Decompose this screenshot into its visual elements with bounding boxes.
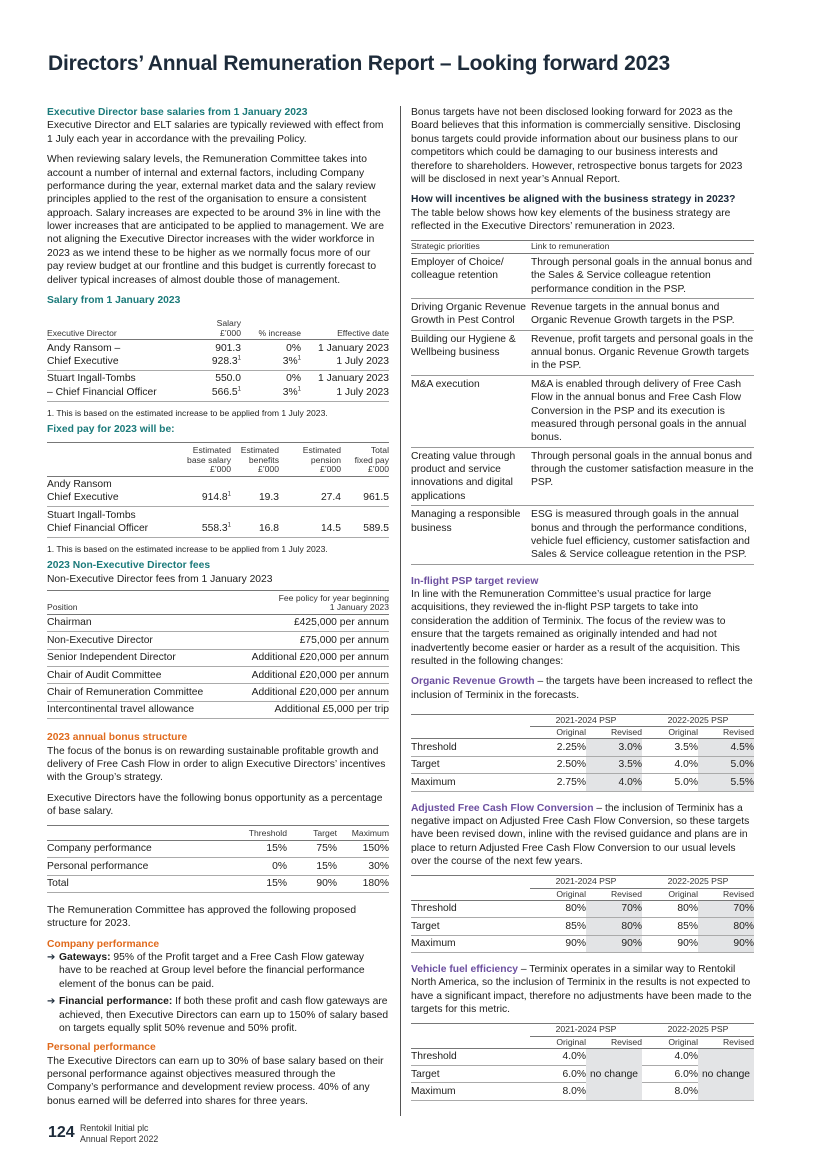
footer-company: Rentokil Initial plc xyxy=(80,1123,149,1133)
ned-col-position: Position xyxy=(47,602,78,613)
org-table: 2021-2024 PSP 2022-2025 PSP Original Revised Original Revised Threshold 2.25% 3.0% 3.5% 4.5% Target 2.50% 3.5% 4.0% 5.0% Maximum 2.75% 4.0% 5.0% 5.5% xyxy=(411,714,754,791)
salary-table-heading: Salary from 1 January 2023 xyxy=(47,294,181,306)
fixed-pay-table xyxy=(47,442,389,538)
afcf-text: – the inclusion of Terminix has a negative impact on Adjusted Free Cash Flow Conversion, so these targets have been revised down, inline with the revised guidance and plans are in place to return Adjusted Free Cash Flow Conversion to our usual levels over the course of the next few years. xyxy=(411,802,750,868)
psp-text: In line with the Remuneration Committee’s usual practice for large acquisitions, they reviewed the in-flight PSP targets to take into consideration the addition of Terminix. The focus of the review was to ensure that the targets remained as originally intended and had not inadvertently become easier or harder as a result of the acquisition. This resulted in the following changes: xyxy=(411,589,740,667)
psp-heading: In-flight PSP target review xyxy=(411,575,539,587)
base-salaries-heading: Executive Director base salaries from 1 January 2023 xyxy=(47,107,308,118)
table-row: Senior Independent Director Additional £20,000 per annum xyxy=(47,649,389,666)
strategy-col-link: Link to remuneration xyxy=(531,241,610,252)
table-row: Intercontinental travel allowance Additional £5,000 per trip xyxy=(47,701,389,718)
page-title: Directors’ Annual Remuneration Report – Looking forward 2023 xyxy=(48,52,671,75)
salary-col-director: Executive Director xyxy=(47,327,117,338)
bonus-col-threshold: Threshold xyxy=(248,828,287,839)
base-salaries-p2: When reviewing salary levels, the Remuneration Committee takes into account a number of internal and external factors, including Company performance during the year, external market data and the salary review principles applied to the rest of the organisation to ensure a consistent approach. Salary increases are expected to be around 3% in line with the lower increases that are anticipated to be applied to management. We are not aligning the Executive Director increases with the wider workforce in 2023 as we intend these to be higher as we normally focus more of our pay review budget at our frontline and this budget is currently forecast to deliver typical increases of almost double those of management. xyxy=(47,154,384,286)
fixed-col-salary: Estimated base salary £’000 xyxy=(187,445,231,475)
table-row: Maximum 90% 90% 90% 90% xyxy=(411,935,754,952)
no-change-cell: no change xyxy=(586,1048,642,1100)
salary-table xyxy=(47,318,389,401)
table-row: Personal performance 0% 15% 30% xyxy=(47,858,389,875)
table-row: Target 85% 80% 85% 80% xyxy=(411,918,754,935)
bonus-targets-text: Bonus targets have not been disclosed looking forward for 2023 as the Board believes that this information is commercially sensitive. Disclosing bonus targets could provide information about our business plans to our competitors which could be damaging to our business interests and therefore to shareholders. However, retrospective bonus targets for 2023 will be disclosed in next year’s Annual Report. xyxy=(411,107,743,185)
gateways-bullet: ➔ Gateways: 95% of the Profit target and a Free Cash Flow gateway have to be reached at Group level before the financial performance element of the bonus can be paid. xyxy=(47,952,365,990)
bonus-heading: 2023 annual bonus structure xyxy=(47,732,188,744)
table-row: Andy Ransom – Chief Executive 901.3 928.3$^1$ 0% 3%$^1$ 1 January 2023 1 July 2023 xyxy=(47,340,389,371)
financial-bullet: ➔ Financial performance: If both these profit and cash flow gateways are achieved, then Executive Directors can earn up to 150% of salary based on targets equally split 50% revenue and 50% profit. xyxy=(47,996,389,1034)
fixed-pay-heading: Fixed pay for 2023 will be: xyxy=(47,423,175,435)
arrow-circle-icon: ➔ xyxy=(47,996,56,1008)
fixed-col-benefits: Estimated benefits £’000 xyxy=(240,445,279,475)
ned-fees-table xyxy=(47,590,389,719)
alignment-heading: How will incentives be aligned with the business strategy in 2023? xyxy=(411,194,736,206)
table-row: Company performance 15% 75% 150% xyxy=(47,840,389,857)
table-row: M&A execution M&A is enabled through delivery of Free Cash Flow in the annual bonus and Free Cash Flow Conversion in the PSP and its execution is measured through personal goals in the annual bonus. xyxy=(411,375,754,447)
table-row: Threshold 80% 70% 80% 70% xyxy=(411,900,754,917)
fixed-col-total: Total fixed pay £’000 xyxy=(354,445,389,475)
fixed-col-pension: Estimated pension £’000 xyxy=(302,445,341,475)
page-number: 124 xyxy=(48,1124,75,1141)
personal-perf-heading: Personal performance xyxy=(47,1042,156,1054)
company-perf-heading: Company performance xyxy=(47,938,160,950)
fixed-pay-note: 1. This is based on the estimated increase to be applied from 1 July 2023. xyxy=(47,544,328,555)
bonus-p3: The Remuneration Committee has approved the following proposed structure for 2023. xyxy=(47,904,357,930)
no-change-cell: no change xyxy=(698,1048,754,1100)
table-row: Building our Hygiene & Wellbeing business Revenue, profit targets and personal goals in the annual bonus. Organic Revenue Growth targets in the PSP. xyxy=(411,330,754,375)
table-row: Target 2.50% 3.5% 4.0% 5.0% xyxy=(411,756,754,773)
table-row: Total 15% 90% 180% xyxy=(47,875,389,892)
right-column xyxy=(411,106,754,1101)
table-row: Creating value through product and service innovations and digital applications Through personal goals in the annual bonus and through the customer satisfaction measure in the PSP. xyxy=(411,447,754,506)
alignment-text: The table below shows how key elements of the business strategy are reflected in the Executive Directors’ remuneration in 2023. xyxy=(411,207,731,232)
salary-col-date: Effective date xyxy=(337,327,389,338)
strategy-table xyxy=(411,240,754,564)
table-row: Threshold 4.0% no change 4.0% no change xyxy=(411,1048,754,1065)
arrow-circle-icon: ➔ xyxy=(47,952,56,964)
bonus-col-target: Target xyxy=(313,828,337,839)
table-row: Andy Ransom Chief Executive 914.8$^1$ 19.3 27.4 961.5 xyxy=(47,476,389,507)
afcf-table: 2021-2024 PSP 2022-2025 PSP Original Revised Original Revised Threshold 80% 70% 80% 70% Target 85% 80% 85% 80% Maximum 90% 90% 90% 90% xyxy=(411,875,754,952)
ned-fees-heading: 2023 Non-Executive Director fees xyxy=(47,560,211,572)
table-row: Stuart Ingall-Tombs Chief Financial Officer 558.3$^1$ 16.8 14.5 589.5 xyxy=(47,507,389,538)
vfe-label: Vehicle fuel efficiency xyxy=(411,963,519,975)
vfe-text: – Terminix operates in a similar way to Rentokil North America, so the inclusion of Terminix in the results is not expected to have a significant impact, therefore no adjustments have been made to the targets for this metric. xyxy=(411,963,752,1016)
table-row: Non-Executive Director £75,000 per annum xyxy=(47,632,389,649)
table-row: Chair of Remuneration Committee Additional £20,000 per annum xyxy=(47,684,389,701)
table-row: Chair of Audit Committee Additional £20,000 per annum xyxy=(47,667,389,684)
org-label: Organic Revenue Growth xyxy=(411,676,535,688)
column-divider xyxy=(400,106,401,1116)
ned-col-fee: Fee policy for year beginning 1 January 2023 xyxy=(278,592,389,613)
table-row: Employer of Choice/ colleague retention Through personal goals in the annual bonus and the Sales & Service colleague retention performance condition in the PSP. xyxy=(411,253,754,298)
bonus-p1: The focus of the bonus is on rewarding sustainable profitable growth and delivery of Free Cash Flow in order to align Executive Directors’ incentives with the Group’s strategy. xyxy=(47,745,386,784)
salary-col-increase: % increase xyxy=(258,327,301,338)
org-text: – the targets have been increased to reflect the inclusion of Terminix in the forecasts. xyxy=(411,676,753,701)
left-column xyxy=(47,106,389,1115)
table-row: Maximum 8.0% 8.0% xyxy=(411,1083,754,1100)
salary-note: 1. This is based on the estimated increase to be applied from 1 July 2023. xyxy=(47,407,328,418)
footer-report: Annual Report 2022 xyxy=(80,1133,159,1144)
strategy-col-priority: Strategic priorities xyxy=(411,241,480,252)
vfe-table: 2021-2024 PSP 2022-2025 PSP Original Revised Original Revised Threshold 4.0% no change 4.0% no change Target 6.0% 6.0% Maximum 8.0% 8.0% xyxy=(411,1023,754,1100)
bonus-table xyxy=(47,825,389,893)
salary-col-salary: Salary £’000 xyxy=(216,318,241,338)
footer-text xyxy=(80,1123,158,1144)
bonus-p2: Executive Directors have the following bonus opportunity as a percentage of base salary. xyxy=(47,792,383,818)
table-row: Maximum 2.75% 4.0% 5.0% 5.5% xyxy=(411,774,754,791)
afcf-label: Adjusted Free Cash Flow Conversion xyxy=(411,802,594,814)
bonus-col-maximum: Maximum xyxy=(351,828,389,839)
table-row: Threshold 2.25% 3.0% 3.5% 4.5% xyxy=(411,739,754,756)
base-salaries-p1: Executive Director and ELT salaries are typically reviewed with effect from 1 July each year in accordance with the prevailing Policy. xyxy=(47,120,384,145)
table-row: Target 6.0% 6.0% xyxy=(411,1066,754,1083)
ned-fees-subheading: Non-Executive Director fees from 1 January 2023 xyxy=(47,573,273,585)
table-row: Stuart Ingall-Tombs – Chief Financial Officer 550.0 566.5$^1$ 0% 3%$^1$ 1 January 2023 1 July 2023 xyxy=(47,370,389,401)
table-row: Chairman £425,000 per annum xyxy=(47,614,389,631)
table-row: Driving Organic Revenue Growth in Pest Control Revenue targets in the annual bonus and Organic Revenue Growth targets in the PSP. xyxy=(411,298,754,330)
table-row: Managing a responsible business ESG is measured through goals in the annual bonus and through the performance conditions, vehicle fuel efficiency, customer satisfaction and Sales & Service colleague retention in the PSP. xyxy=(411,506,754,565)
personal-perf-text: The Executive Directors can earn up to 30% of base salary based on their personal performance against objectives measured through the Company’s performance and development review process. 40% of any bonus earned will be deferred into shares for three years. xyxy=(47,1055,384,1107)
